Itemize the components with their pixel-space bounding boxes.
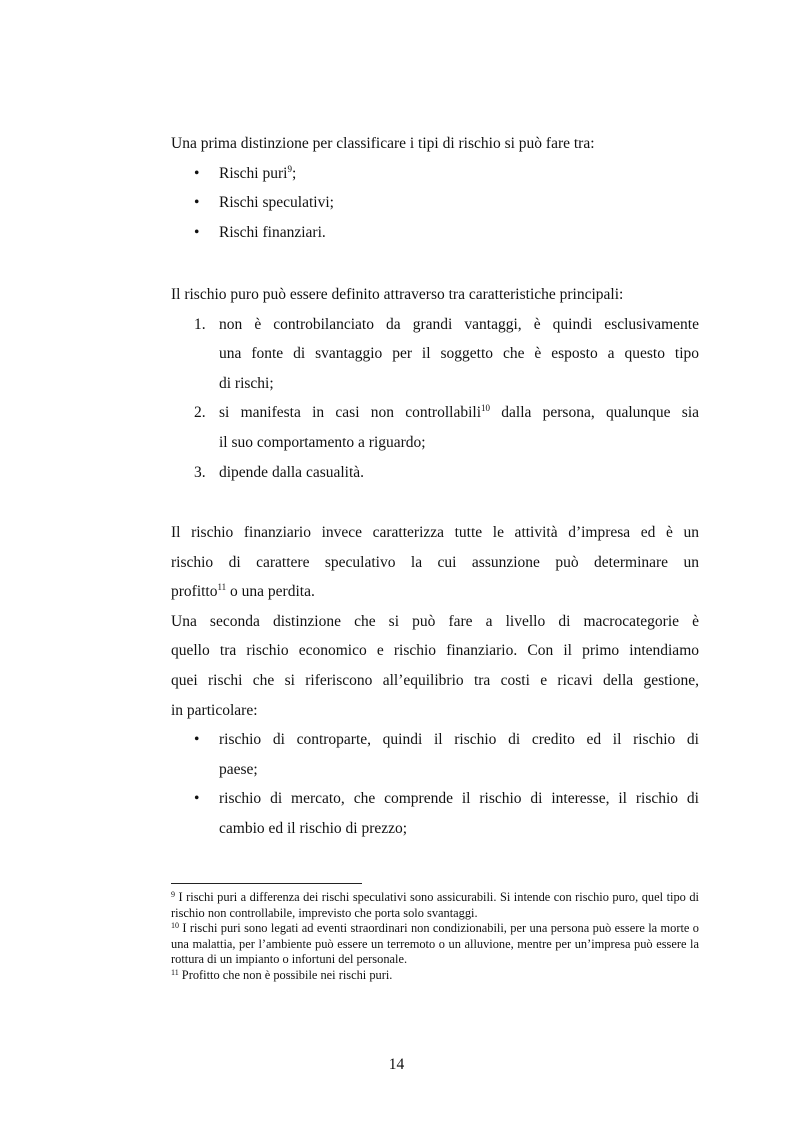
footnote-separator [171,883,362,884]
bullet-icon: • [194,223,200,241]
footnote: $^{10}$ I rischi puri sono legati ad eventi straordinari non condizionabili, per una persona può essere la morte o una malattia, per l’ambiente può essere un terremoto o un alluvione, mentre per un’impresa può essere la rottura di un impianto o infortuni del personale. [171,921,699,967]
list-item: 1. non è controbilanciato da grandi vantaggi, è quindi esclusivamente una fonte di svantaggio per il soggetto che è esposto a questo tipo di rischi; [171,310,699,399]
paragraph-line: in particolare: [171,701,258,719]
list-item: • Rischi finanziari. [171,218,699,248]
intro-paragraph: Una prima distinzione per classificare i tipi di rischio si può fare tra: [171,135,595,152]
paragraph-line: quello tra rischio economico e rischio finanziario. Con il primo intendiamo [171,642,699,660]
list-number: 2. [194,404,206,422]
list-item: • rischio di mercato, che comprende il rischio di interesse, il rischio di cambio ed il rischio di prezzo; [171,784,699,843]
list-number: 3. [194,463,206,481]
pure-risk-intro: Il rischio puro può essere definito attraverso tra caratteristiche principali: [171,286,624,303]
financial-risk-section [171,518,699,844]
paragraph-line: quei rischi che si riferiscono all’equilibrio tra costi e ricavi della gestione, [171,671,699,689]
paragraph-line: Una seconda distinzione che si può fare a livello di macrocategorie è [171,612,699,630]
footnote-ref: 11 [217,582,227,593]
page-number: 14 [388,1056,405,1073]
bullet-icon: • [194,790,200,808]
footnotes [171,890,699,984]
list-number: 1. [194,315,206,333]
bullet-icon: • [194,194,200,212]
list-item: • Rischi speculativi; [171,188,699,218]
risk-types-section [171,129,699,247]
bullet-icon: • [194,731,200,749]
bullet-icon: • [194,164,200,182]
footnote: $^{11}$ Profitto che non è possibile nei rischi puri. [171,967,393,982]
pure-risk-features-list [171,310,699,488]
footnote-ref: 10 [481,403,491,414]
footnote: $^9$ I rischi puri a differenza dei rischi speculativi sono assicurabili. Si intende con rischio puro, quel tipo di rischio non controllabile, imprevisto che porta solo svantaggi. [171,890,699,920]
risk-types-list [171,159,699,248]
pure-risk-section [171,280,699,487]
paragraph-line: Il rischio finanziario invece caratterizza tutte le attività d’impresa ed è un [171,524,699,541]
footnote-ref: 9 [287,163,292,174]
paragraph-line: profitto$^{11}$ o una perdita. [171,582,315,601]
list-item: 3. dipende dalla casualità. [171,458,699,488]
economic-risk-list [171,725,699,843]
list-item: 2. si manifesta in casi non controllabili$^{10}$ dalla persona, qualunque sia il suo comportamento a riguardo; [171,398,699,457]
list-item: • rischio di controparte, quindi il rischio di credito ed il rischio di paese; [171,725,699,784]
paragraph-line: rischio di carattere speculativo la cui assunzione può determinare un [171,553,699,571]
list-item: • Rischi puri$^9$; [171,159,699,189]
